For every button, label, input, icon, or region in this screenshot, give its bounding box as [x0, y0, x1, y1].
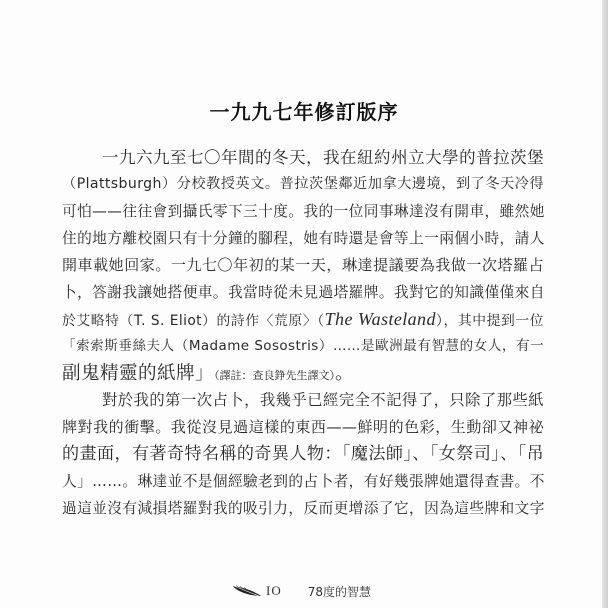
text-segment: 於艾略特（T. S. Eliot）的詩作〈荒原〉（ [62, 313, 325, 329]
text-line: 可怕——往往會到攝氏零下三十度。我的一位同事琳達沒有開車，雖然她 [62, 203, 545, 220]
text-line: 的畫面，有著奇特名稱的奇異人物：「魔法師」、「女祭司」、「吊 [62, 444, 545, 464]
paragraph-1 [62, 144, 544, 387]
translator-note: （譯註：查良錚先生譯文） [213, 369, 335, 382]
text-line: 對於我的第一次占卜，我幾乎已經完全不記得了，只除了那些紙 [102, 391, 544, 409]
poem-title-italic: The Wasteland [324, 309, 436, 329]
text-line: 牌對我的衝擊。我從沒見過這樣的東西——鮮明的色彩，生動卻又神祕 [62, 418, 544, 436]
section-title: 一九九七年修訂版序 [209, 100, 399, 124]
text-line: 過這並沒有減損塔羅對我的吸引力，反而更增添了它，因為這些牌和文字 [62, 500, 545, 517]
feather-icon [232, 583, 262, 599]
text-line [62, 306, 544, 333]
page-number: IO [266, 583, 282, 598]
text-line: 卜，答謝我讓她搭便車。我當時從未見過塔羅牌。我對它的知識僅僅來自 [62, 284, 545, 301]
text-segment: 。 [334, 363, 354, 384]
body-text [62, 144, 544, 522]
text-line: 「索索斯垂絲夫人（Madame Sosostris）……是歐洲最有智慧的女人，有一 [62, 338, 544, 354]
page-footer [232, 580, 371, 602]
text-line [62, 360, 544, 387]
page-edge-shadow [602, 0, 608, 608]
text-line: 一九六九至七〇年間的冬天，我在紐約州立大學的普拉茨堡 [102, 148, 544, 167]
text-line: 人」……。琳達並不是個經驗老到的占卜者，有好幾張牌她還得查書。不 [62, 473, 545, 490]
paragraph-2 [62, 387, 544, 522]
text-segment: 副鬼精靈的紙牌」 [62, 363, 214, 384]
text-line: （Plattsburgh）分校教授英文。普拉茨堡鄰近加拿大邊境，到了冬天冷得 [62, 176, 544, 192]
text-line: 住的地方離校園只有十分鐘的腳程，她有時還是會等上一兩個小時，請人 [62, 230, 545, 247]
running-title: 78度的智慧 [307, 584, 371, 599]
text-segment: ），其中提到一位 [435, 313, 544, 329]
text-line: 開車載她回家。一九七〇年初的某一天，琳達提議要為我做一次塔羅占 [62, 256, 544, 274]
